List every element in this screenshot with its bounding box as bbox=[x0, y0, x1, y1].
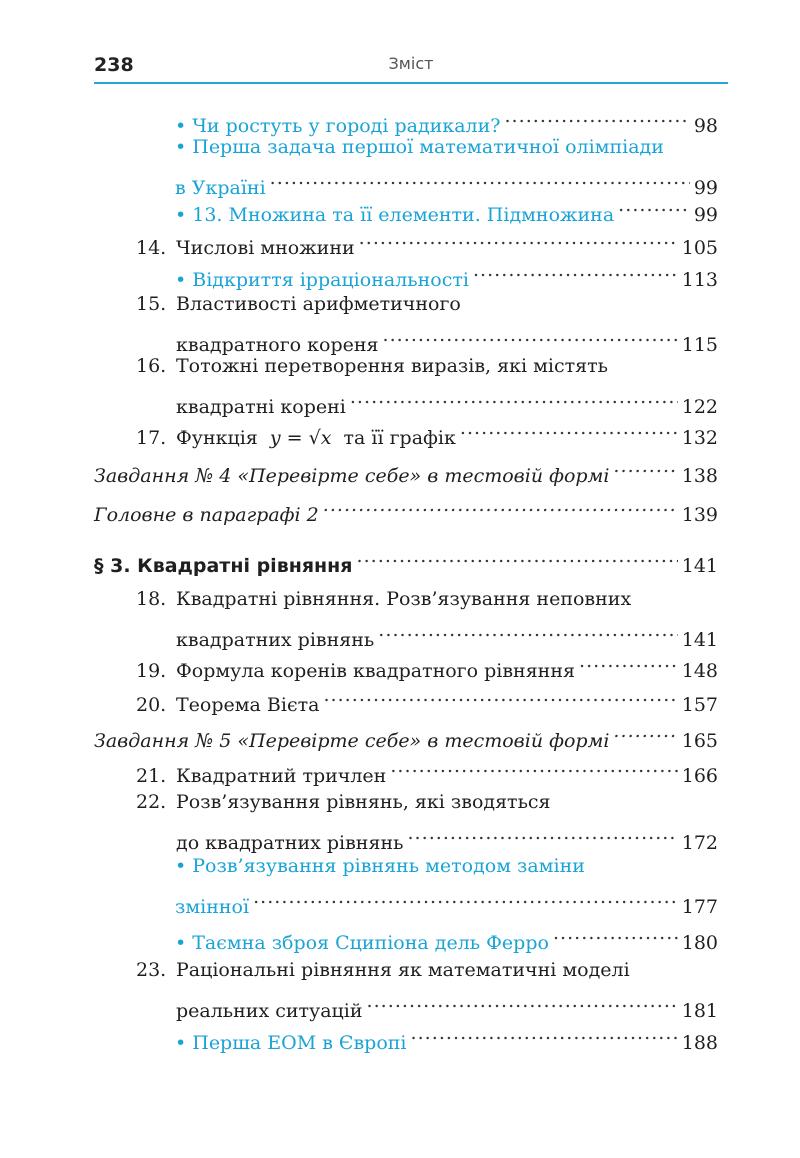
section-title: § 3. Квадратні рівняння bbox=[94, 555, 353, 577]
entry-title: • Відкриття ірраціональності bbox=[175, 269, 469, 291]
entry-page: 165 bbox=[681, 730, 718, 752]
entry-title-line2: змінної bbox=[175, 896, 250, 918]
leader-dots bbox=[407, 818, 677, 849]
toc-entry[interactable] bbox=[136, 787, 718, 854]
toc-entry[interactable] bbox=[136, 351, 718, 418]
entry-number: 17. bbox=[136, 427, 167, 449]
toc-entry[interactable] bbox=[136, 289, 718, 356]
entry-title-line2: до квадратних рівнянь bbox=[176, 832, 404, 854]
entry-page: 122 bbox=[681, 396, 718, 418]
entry-page: 139 bbox=[681, 504, 718, 526]
entry-page: 188 bbox=[681, 1032, 718, 1054]
entry-title: Квадратний тричлен bbox=[176, 765, 387, 787]
entry-page: 166 bbox=[681, 765, 718, 787]
leader-dots bbox=[367, 986, 678, 1017]
toc-entry[interactable] bbox=[136, 751, 718, 787]
page-number: 238 bbox=[94, 54, 134, 76]
entry-page: 105 bbox=[681, 237, 718, 259]
entry-number: 18. bbox=[136, 588, 167, 610]
leader-dots bbox=[390, 751, 677, 782]
entry-number: 16. bbox=[136, 355, 167, 377]
toc-entry[interactable] bbox=[175, 190, 718, 226]
entry-page: 99 bbox=[693, 177, 718, 199]
entry-title-line2: в Україні bbox=[175, 177, 266, 199]
entry-title: • Таємна зброя Сципіона дель Ферро bbox=[175, 932, 549, 954]
entry-page: 177 bbox=[681, 896, 718, 918]
entry-number: 21. bbox=[136, 765, 167, 787]
entry-title-line2: квадратних рівнянь bbox=[176, 629, 375, 651]
formula: y = √x bbox=[269, 427, 332, 449]
toc-entry[interactable] bbox=[94, 716, 718, 752]
entry-title: • Перша задача першої математичної олімпіади bbox=[175, 136, 664, 158]
entry-title: Розв’язування рівнянь, які зводяться bbox=[176, 791, 551, 813]
entry-page: 132 bbox=[681, 427, 718, 449]
leader-dots bbox=[411, 1018, 678, 1049]
leader-dots bbox=[378, 615, 677, 646]
entry-page: 98 bbox=[693, 115, 718, 137]
entry-title: Тотожні перетворення виразів, які містять bbox=[176, 355, 608, 377]
entry-number: 14. bbox=[136, 237, 167, 259]
entry-title: Формула коренів квадратного рівняння bbox=[176, 660, 575, 682]
leader-dots bbox=[359, 223, 678, 254]
entry-page: 180 bbox=[681, 932, 718, 954]
entry-title-line2: квадратного кореня bbox=[176, 334, 379, 356]
leader-dots bbox=[460, 413, 678, 444]
entry-page: 138 bbox=[681, 465, 718, 487]
entry-title: • Перша ЕОМ в Європі bbox=[175, 1032, 407, 1054]
entry-title-line2: реальних ситуацій bbox=[176, 1000, 363, 1022]
leader-dots bbox=[553, 918, 678, 949]
toc-entry[interactable] bbox=[94, 541, 718, 577]
entry-title: Властивості арифметичного bbox=[176, 293, 461, 315]
leader-dots bbox=[357, 541, 678, 572]
toc-entry[interactable] bbox=[175, 1018, 718, 1054]
entry-page: 181 bbox=[681, 1000, 718, 1022]
leader-dots bbox=[323, 680, 677, 711]
toc-entry[interactable] bbox=[175, 918, 718, 954]
toc-entry[interactable] bbox=[136, 680, 718, 716]
entry-title: • 13. Множина та її елементи. Підмножина bbox=[175, 204, 615, 226]
entry-page: 113 bbox=[681, 269, 718, 291]
entry-page: 99 bbox=[693, 204, 718, 226]
entry-page: 157 bbox=[681, 694, 718, 716]
entry-title: Теорема Вієта bbox=[176, 694, 320, 716]
entry-title: Раціональні рівняння як математичні моделі bbox=[176, 959, 630, 981]
toc-entry[interactable] bbox=[136, 646, 718, 682]
toc-entry[interactable] bbox=[175, 132, 718, 199]
leader-dots bbox=[579, 646, 678, 677]
entry-number: 22. bbox=[136, 791, 167, 813]
entry-title: Функція bbox=[176, 427, 258, 449]
running-title: Зміст bbox=[388, 54, 434, 73]
entry-page: 148 bbox=[681, 660, 718, 682]
entry-title: • Чи ростуть у городі радикали? bbox=[175, 115, 501, 137]
entry-page: 141 bbox=[681, 555, 718, 577]
toc-entry[interactable] bbox=[94, 490, 718, 526]
toc-entry[interactable] bbox=[136, 584, 718, 651]
entry-title: Квадратні рівняння. Розв’язування неповних bbox=[176, 588, 632, 610]
leader-dots bbox=[504, 101, 689, 132]
leader-dots bbox=[473, 255, 678, 286]
toc-entry[interactable] bbox=[94, 451, 718, 487]
leader-dots bbox=[383, 320, 678, 351]
entry-page: 115 bbox=[681, 334, 718, 356]
toc-entry[interactable] bbox=[136, 223, 718, 259]
entry-title: Завдання № 4 «Перевірте себе» в тестовій формі bbox=[94, 465, 610, 487]
entry-title-line2: квадратні корені bbox=[176, 396, 346, 418]
entry-number: 15. bbox=[136, 293, 167, 315]
entry-title: Завдання № 5 «Перевірте себе» в тестовій формі bbox=[94, 730, 610, 752]
entry-page: 172 bbox=[681, 832, 718, 854]
entry-page: 141 bbox=[681, 629, 718, 651]
toc-entry[interactable] bbox=[136, 413, 718, 449]
entry-number: 20. bbox=[136, 694, 167, 716]
leader-dots bbox=[613, 716, 677, 747]
toc-entry[interactable] bbox=[175, 851, 718, 918]
leader-dots bbox=[618, 190, 690, 221]
entry-title: • Розв’язування рівнянь методом заміни bbox=[175, 855, 585, 877]
entry-title: Головне в параграфі 2 bbox=[94, 504, 319, 526]
entry-number: 23. bbox=[136, 959, 167, 981]
toc-entry[interactable] bbox=[175, 255, 718, 291]
entry-title-suffix: та її графік bbox=[343, 427, 456, 449]
entry-title: Числові множини bbox=[176, 237, 355, 259]
leader-dots bbox=[613, 451, 677, 482]
toc-entry[interactable] bbox=[136, 955, 718, 1022]
entry-number: 19. bbox=[136, 660, 167, 682]
leader-dots bbox=[253, 882, 678, 913]
toc-entry[interactable] bbox=[175, 101, 718, 137]
leader-dots bbox=[350, 382, 678, 413]
leader-dots bbox=[323, 490, 678, 521]
